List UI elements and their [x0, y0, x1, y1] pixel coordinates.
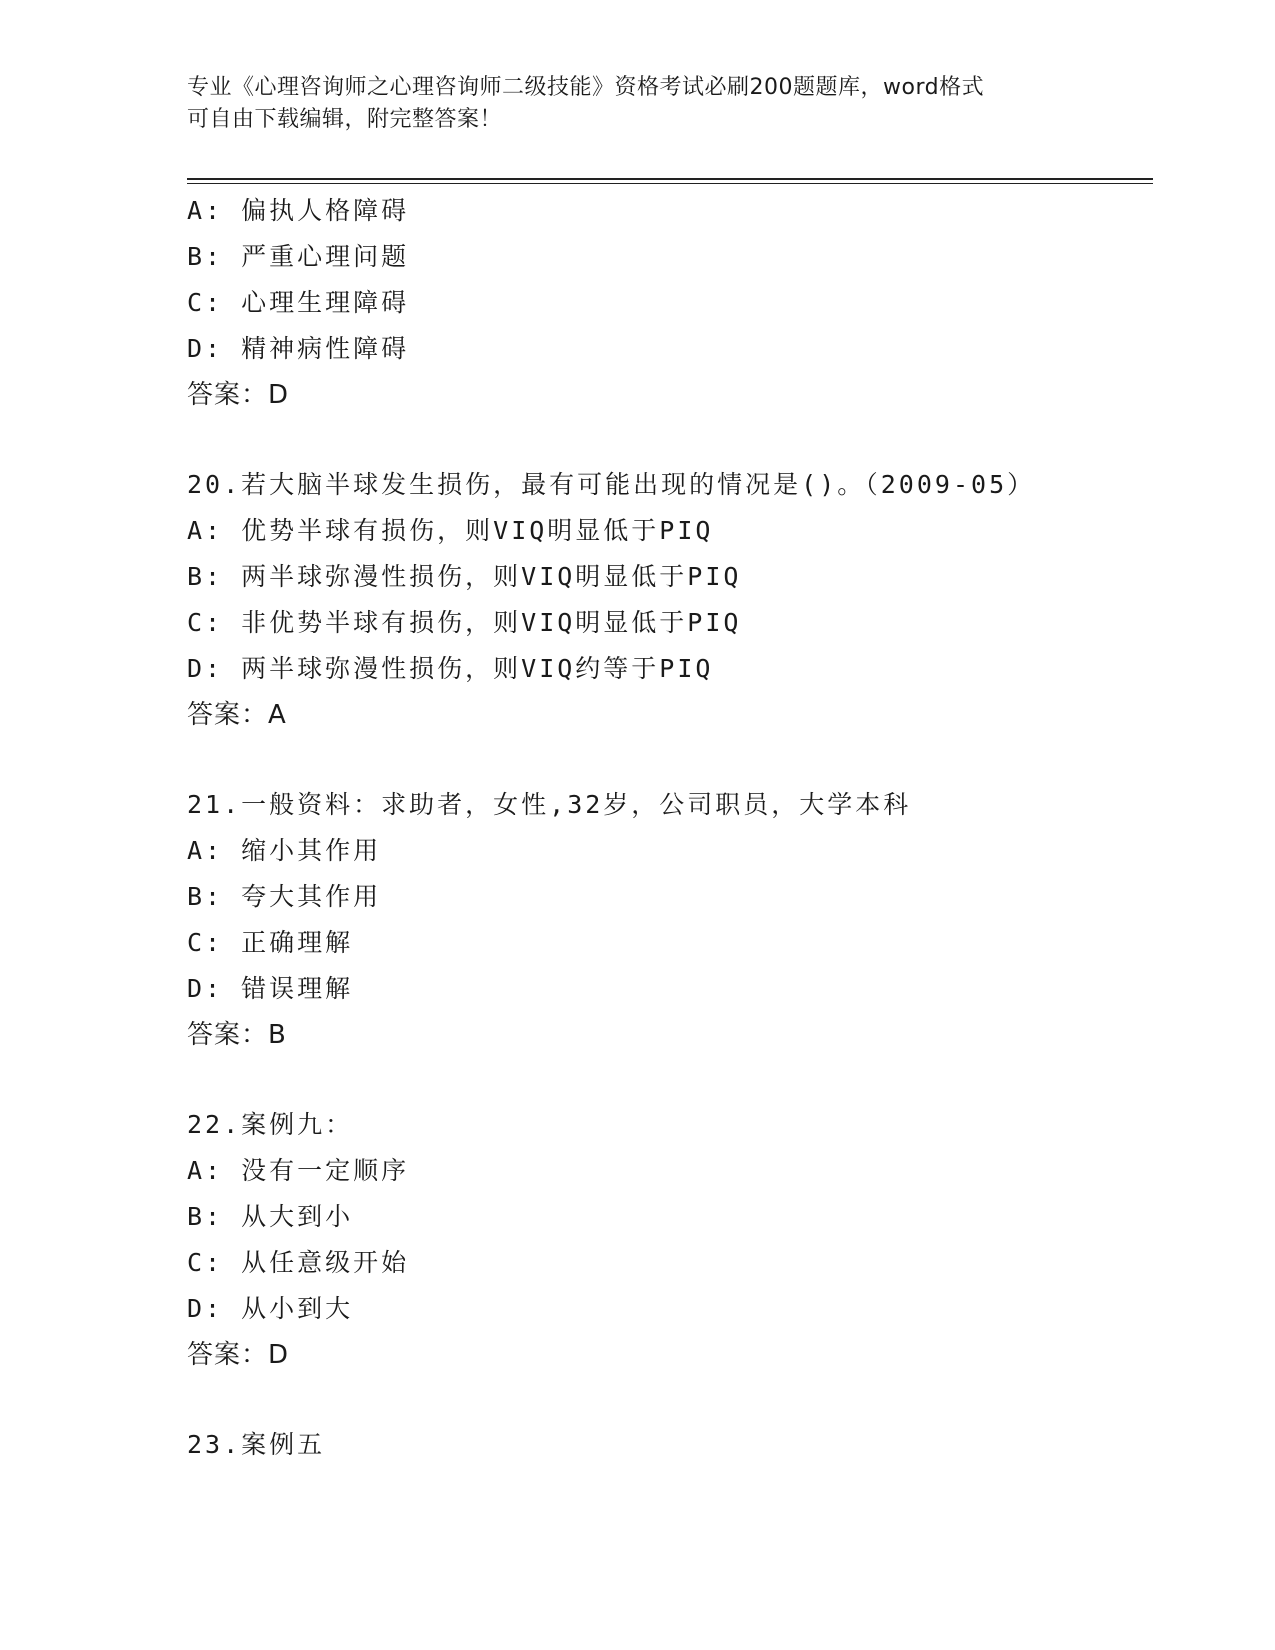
answer: 答案：D — [187, 380, 290, 410]
question-21 — [187, 782, 1153, 1058]
header-divider-thick — [187, 178, 1153, 180]
option-b: B: 两半球弥漫性损伤，则VIQ明显低于PIQ — [187, 562, 742, 591]
option-c: C: 正确理解 — [187, 928, 354, 957]
option-d: D: 错误理解 — [187, 974, 354, 1003]
spacer — [187, 1378, 1153, 1422]
question-19 — [187, 188, 1153, 418]
spacer — [187, 418, 1153, 462]
answer: 答案：D — [187, 1340, 290, 1370]
question-20 — [187, 462, 1153, 738]
spacer — [187, 1058, 1153, 1102]
option-c: C: 心理生理障碍 — [187, 288, 410, 317]
question-text: 22.案例九： — [187, 1110, 354, 1139]
option-c: C: 非优势半球有损伤，则VIQ明显低于PIQ — [187, 608, 742, 637]
header-line-2: 可自由下载编辑，附完整答案！ — [187, 107, 503, 132]
option-b: B: 从大到小 — [187, 1202, 354, 1231]
answer: 答案：A — [187, 700, 287, 730]
option-a: A: 优势半球有损伤，则VIQ明显低于PIQ — [187, 516, 714, 545]
option-d: D: 精神病性障碍 — [187, 334, 410, 363]
question-text: 21.一般资料：求助者，女性,32岁，公司职员，大学本科 — [187, 790, 912, 819]
document-header — [187, 72, 1087, 136]
option-b: B: 严重心理问题 — [187, 242, 410, 271]
header-divider-thin — [187, 183, 1153, 184]
option-a: A: 没有一定顺序 — [187, 1156, 410, 1185]
option-b: B: 夸大其作用 — [187, 882, 382, 911]
question-list — [187, 188, 1153, 1468]
option-d: D: 两半球弥漫性损伤，则VIQ约等于PIQ — [187, 654, 714, 683]
question-text: 20.若大脑半球发生损伤，最有可能出现的情况是()。（2009-05） — [187, 470, 1036, 499]
option-a: A: 缩小其作用 — [187, 836, 382, 865]
header-line-1: 专业《心理咨询师之心理咨询师二级技能》资格考试必刷200题题库，word格式 — [187, 75, 985, 100]
question-22 — [187, 1102, 1153, 1378]
answer: 答案：B — [187, 1020, 287, 1050]
option-c: C: 从任意级开始 — [187, 1248, 410, 1277]
question-text: 23.案例五 — [187, 1430, 326, 1459]
question-23 — [187, 1422, 1153, 1468]
option-d: D: 从小到大 — [187, 1294, 354, 1323]
option-a: A: 偏执人格障碍 — [187, 196, 410, 225]
spacer — [187, 738, 1153, 782]
